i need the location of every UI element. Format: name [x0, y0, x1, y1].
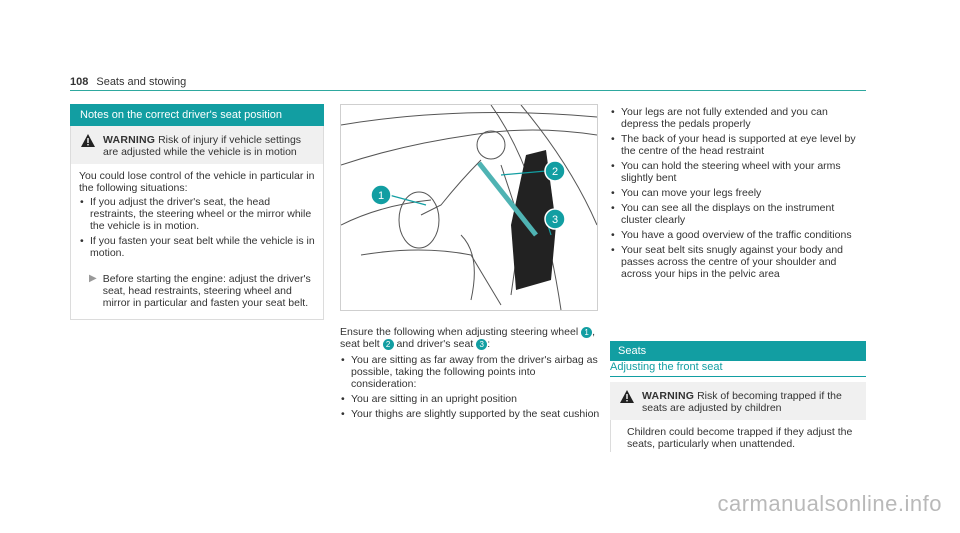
notes-banner: Notes on the correct driver's seat position	[70, 104, 324, 126]
watermark-text: carmanualsonline.info	[717, 491, 942, 516]
play-arrow-icon: ▶	[89, 273, 97, 284]
ensure-text-d: :	[487, 338, 491, 350]
adjusting-front-seat-heading: Adjusting the front seat	[610, 361, 866, 377]
page-header	[70, 76, 186, 88]
children-text: Children could become trapped if they adjust the seats, particularly when unattended.	[610, 420, 866, 452]
situation-list	[79, 196, 315, 259]
children-warning	[610, 382, 866, 452]
callout-1-label: 1	[377, 190, 385, 202]
ensure-text-a: Ensure the following when adjusting steering wheel	[340, 326, 579, 338]
callout-2-label: 2	[551, 166, 559, 178]
warning-title: WARNING	[103, 134, 156, 146]
ensure-paragraph	[340, 326, 600, 350]
warning-triangle-icon	[620, 390, 636, 414]
callout-3-badge: 3	[476, 339, 487, 350]
warning-block	[71, 126, 323, 164]
header-rule	[70, 90, 866, 91]
list-item: • Your legs are not fully extended and you can depress the pedals properly	[611, 106, 828, 130]
list-item: • If you fasten your seat belt while the vehicle is in motion.	[80, 235, 315, 259]
list-item: • You can hold the steering wheel with your arms slightly bent	[611, 160, 841, 184]
section-title: Seats and stowing	[96, 76, 187, 88]
list-item: • You are sitting as far away from the driver's airbag as possible, taking the following points into consideration:	[341, 354, 598, 390]
action-step	[79, 273, 315, 309]
list-item: • You are sitting in an upright position	[341, 393, 517, 405]
callout-3-label: 3	[551, 214, 559, 226]
list-item: • The back of your head is supported at eye level by the centre of the head restraint	[611, 133, 856, 157]
list-item: • Your seat belt sits snugly against your body and passes across the centre of your shoulder and across your hips in the pelvic area	[611, 244, 844, 280]
notes-box	[70, 126, 324, 320]
ensure-list-continued	[610, 104, 866, 283]
intro-text: You could lose control of the vehicle in particular in the following situations:	[79, 170, 315, 194]
warning-text: Risk of injury if vehicle settings are adjusted while the vehicle is in motion	[103, 134, 302, 158]
warning-title: WARNING	[642, 390, 695, 402]
action-text: Before starting the engine: adjust the driver's seat, head restraints, steering wheel and mirror in particular and fasten your seat belt.	[102, 273, 311, 309]
seat-illustration-section	[340, 104, 600, 423]
callout-1-badge: 1	[581, 327, 592, 338]
list-item: • Your thighs are slightly supported by the seat cushion	[341, 408, 600, 420]
ensure-text-c: and driver's seat	[396, 338, 474, 350]
warning-triangle-icon	[81, 134, 97, 158]
ensure-list-cont	[610, 106, 866, 280]
ensure-list	[340, 354, 600, 420]
list-item: • If you adjust the driver's seat, the head restraints, the steering wheel or the mirror while the vehicle is in motion.	[80, 196, 312, 232]
seat-position-notes	[70, 104, 324, 320]
list-item: • You can see all the displays on the instrument cluster clearly	[611, 202, 835, 226]
ensure-text-b: , seat belt	[340, 326, 595, 350]
driver-seat-illustration	[340, 104, 598, 311]
warning-block	[610, 382, 866, 420]
callout-2-badge: 2	[383, 339, 394, 350]
list-item: • You have a good overview of the traffic conditions	[611, 229, 852, 241]
driver-drawing	[341, 105, 597, 310]
seats-banner: Seats	[610, 341, 866, 361]
warning-text: Risk of becoming trapped if the seats are adjusted by children	[642, 390, 842, 414]
list-item: • You can move your legs freely	[611, 187, 762, 199]
page-number: 108	[70, 76, 89, 88]
